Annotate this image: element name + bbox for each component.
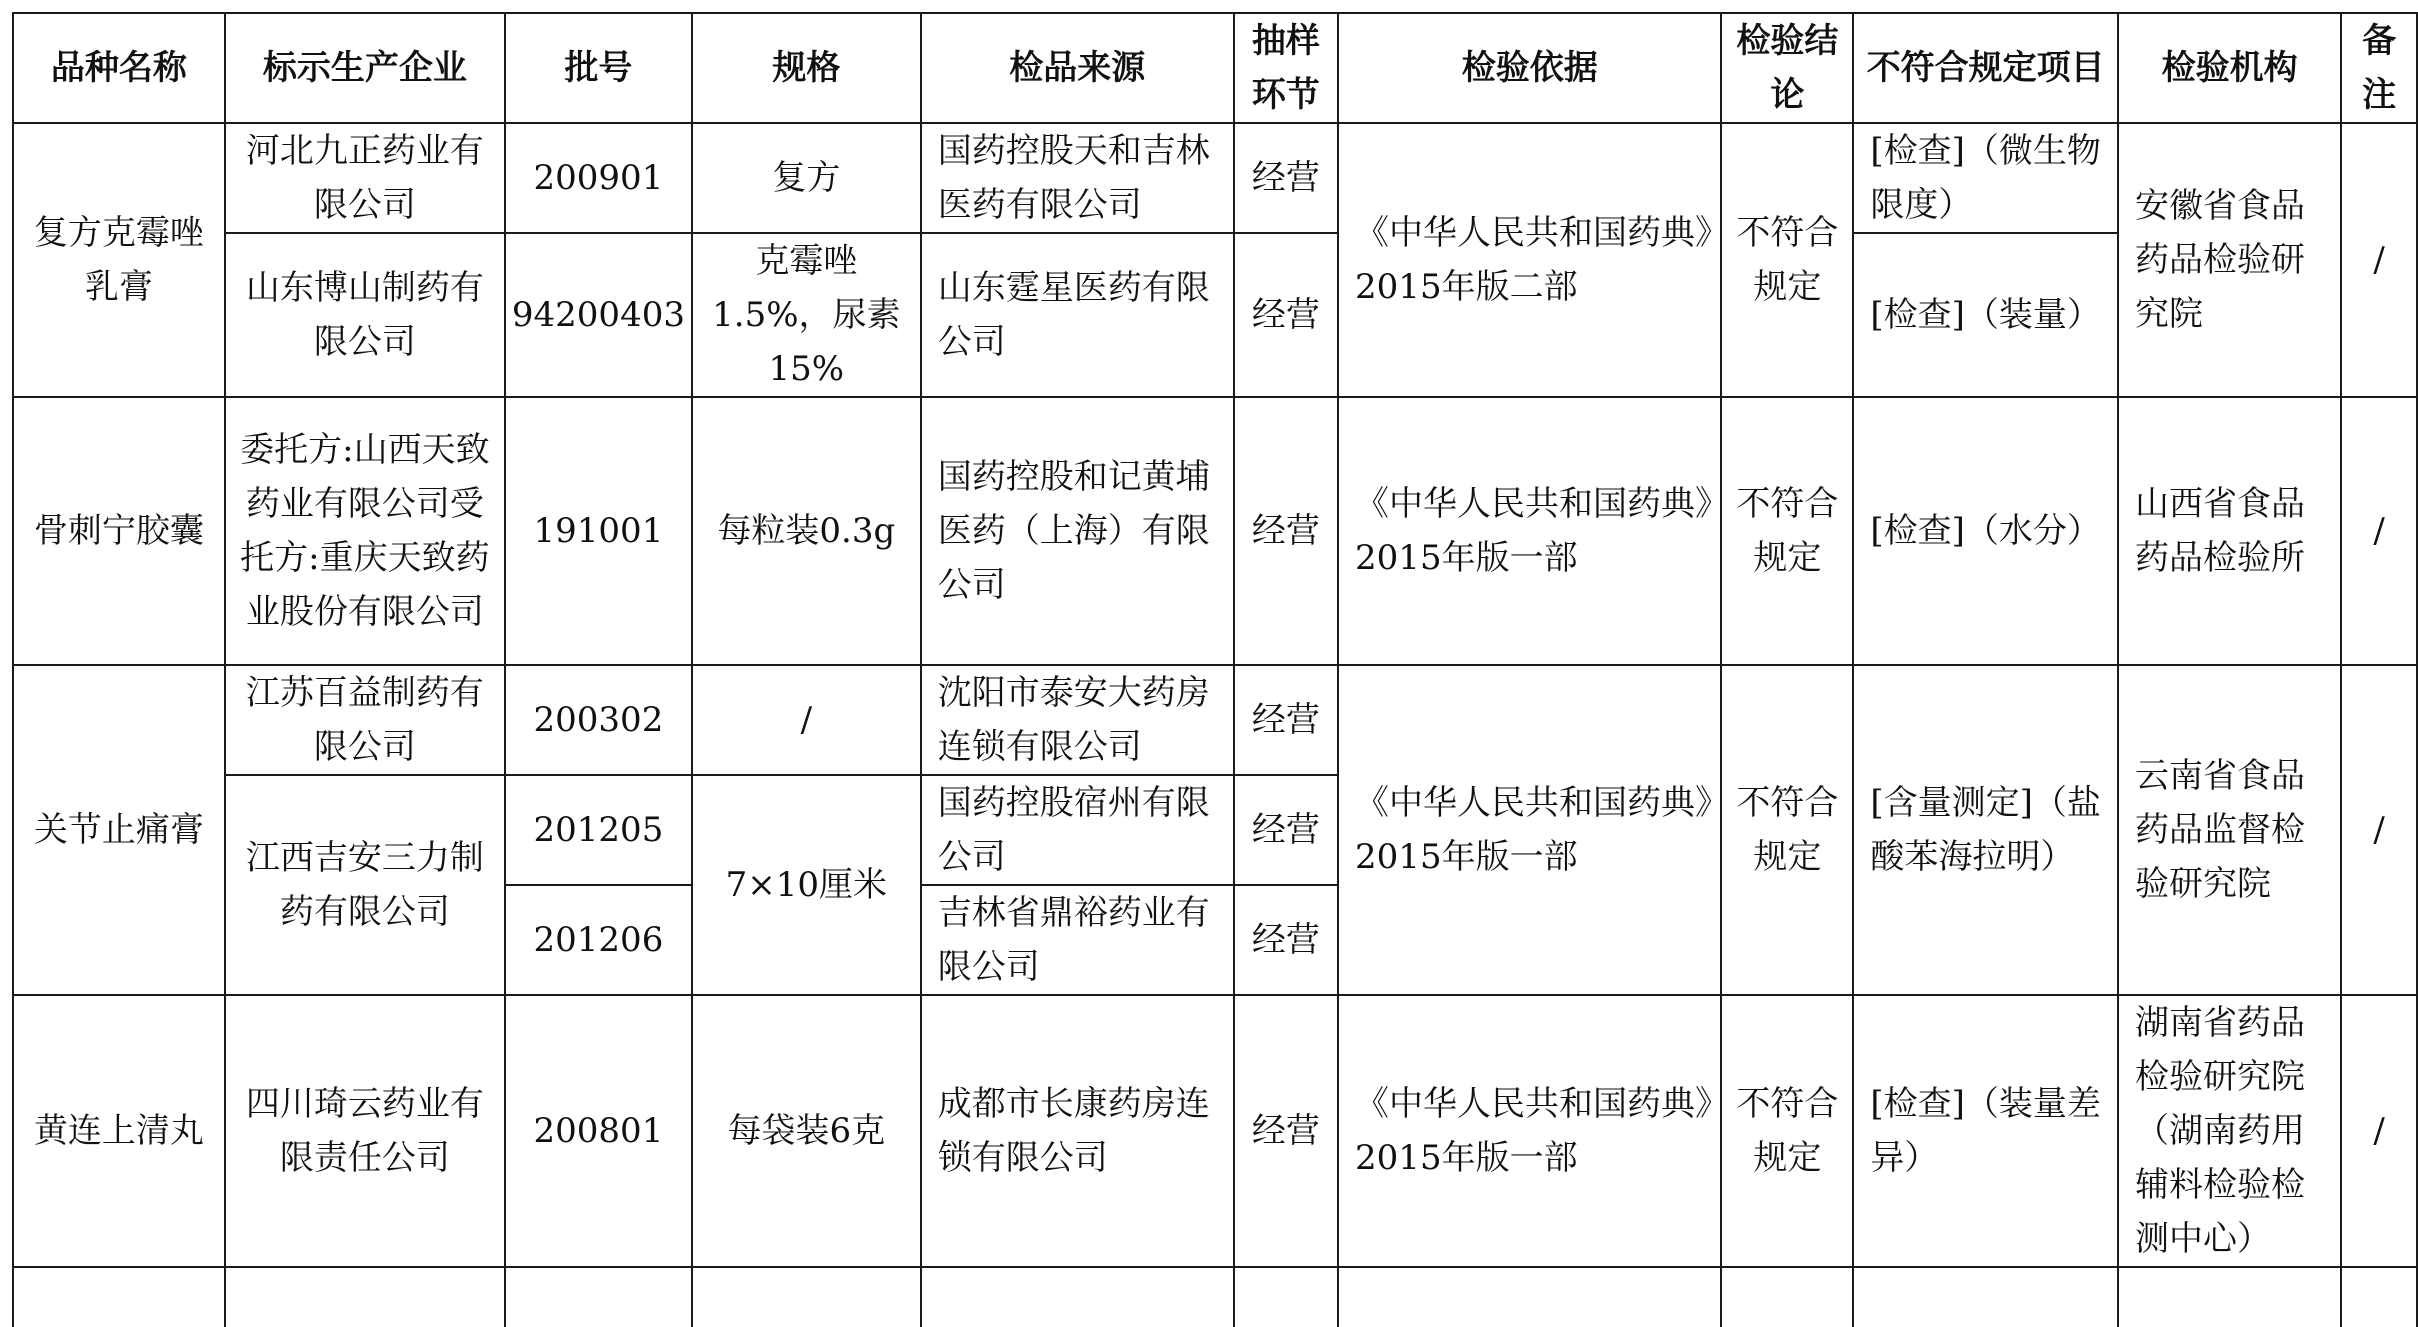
spec-cell: 克霉唑1.5%，尿素15% [692,233,921,397]
stage-cell: 经营 [1234,885,1338,995]
col-header-batch: 批号 [505,13,692,123]
failed-item-cell: [检查]（装量） [1853,233,2118,397]
basis-cell: 《中华人民共和国药典》2015年版一部 [1338,665,1721,995]
spec-cell: 每袋装6克 [692,995,921,1267]
table-row [13,123,2417,233]
col-header-conclusion: 检验结论 [1721,13,1853,123]
source-cell: 成都市长康药房连锁有限公司 [921,995,1234,1267]
basis-cell: 《中华人民共和国药典》2015年版一部 [1338,397,1721,665]
stage-cell: 经营 [1234,397,1338,665]
col-header-failed-item: 不符合规定项目 [1853,13,2118,123]
agency-cell: 安徽省食品药品检验研究院 [2118,123,2341,397]
col-header-maker: 标示生产企业 [225,13,505,123]
stage-cell: 经营 [1234,123,1338,233]
batch-cell: 201205 [505,775,692,885]
spec-cell: / [692,665,921,775]
spec-cell: 复方 [692,123,921,233]
conclusion-cell: 不符合规定 [1721,665,1853,995]
conclusion-cell: 不符合规定 [1721,123,1853,397]
maker-cell: 江苏百益制药有限公司 [225,665,505,775]
table-row [13,397,2417,665]
product-name-cell: 复方克霉唑乳膏 [13,123,225,397]
batch-cell: 200302 [505,665,692,775]
source-cell: 国药控股天和吉林医药有限公司 [921,123,1234,233]
batch-cell: 200901 [505,123,692,233]
maker-cell: 四川琦云药业有限责任公司 [225,995,505,1267]
maker-cell: 委托方:山西天致药业有限公司受托方:重庆天致药业股份有限公司 [225,397,505,665]
failed-item-cell: [检查]（装量差异） [1853,995,2118,1267]
col-header-agency: 检验机构 [2118,13,2341,123]
source-cell: 国药控股和记黄埔医药（上海）有限公司 [921,397,1234,665]
agency-cell: 湖南省药品检验研究院（湖南药用辅料检验检测中心） [2118,995,2341,1267]
col-header-spec: 规格 [692,13,921,123]
stage-cell: 经营 [1234,995,1338,1267]
note-cell: / [2341,397,2417,665]
agency-cell: 云南省食品药品监督检验研究院 [2118,665,2341,995]
header-row [13,13,2417,123]
note-cell: / [2341,995,2417,1267]
table-row [13,995,2417,1267]
col-header-stage: 抽样环节 [1234,13,1338,123]
note-cell: / [2341,123,2417,397]
batch-cell: 94200403 [505,233,692,397]
col-header-product: 品种名称 [13,13,225,123]
agency-cell: 山西省食品药品检验所 [2118,397,2341,665]
batch-cell: 200801 [505,995,692,1267]
col-header-note: 备注 [2341,13,2417,123]
col-header-basis: 检验依据 [1338,13,1721,123]
table-row [13,665,2417,775]
product-name-cell: 关节止痛膏 [13,665,225,995]
stage-cell: 经营 [1234,775,1338,885]
source-cell: 山东霆星医药有限公司 [921,233,1234,397]
stage-cell: 经营 [1234,665,1338,775]
spec-cell: 7×10厘米 [692,775,921,995]
spec-cell: 每粒装0.3g [692,397,921,665]
source-cell: 沈阳市泰安大药房连锁有限公司 [921,665,1234,775]
table-row-partial [13,1267,2417,1327]
conclusion-cell: 不符合规定 [1721,397,1853,665]
maker-cell: 河北九正药业有限公司 [225,123,505,233]
basis-cell: 《中华人民共和国药典》2015年版二部 [1338,123,1721,397]
product-name-cell: 骨刺宁胶囊 [13,397,225,665]
maker-cell: 江西吉安三力制药有限公司 [225,775,505,995]
failed-item-cell: [含量测定]（盐酸苯海拉明） [1853,665,2118,995]
failed-item-cell: [检查]（微生物限度） [1853,123,2118,233]
note-cell: / [2341,665,2417,995]
conclusion-cell: 不符合规定 [1721,995,1853,1267]
table-row [13,233,2417,397]
col-header-source: 检品来源 [921,13,1234,123]
source-cell: 国药控股宿州有限公司 [921,775,1234,885]
source-cell: 吉林省鼎裕药业有限公司 [921,885,1234,995]
basis-cell: 《中华人民共和国药典》2015年版一部 [1338,995,1721,1267]
maker-cell: 山东博山制药有限公司 [225,233,505,397]
product-name-cell: 黄连上清丸 [13,995,225,1267]
stage-cell: 经营 [1234,233,1338,397]
inspection-results-table [12,12,2418,1327]
failed-item-cell: [检查]（水分） [1853,397,2118,665]
batch-cell: 191001 [505,397,692,665]
batch-cell: 201206 [505,885,692,995]
